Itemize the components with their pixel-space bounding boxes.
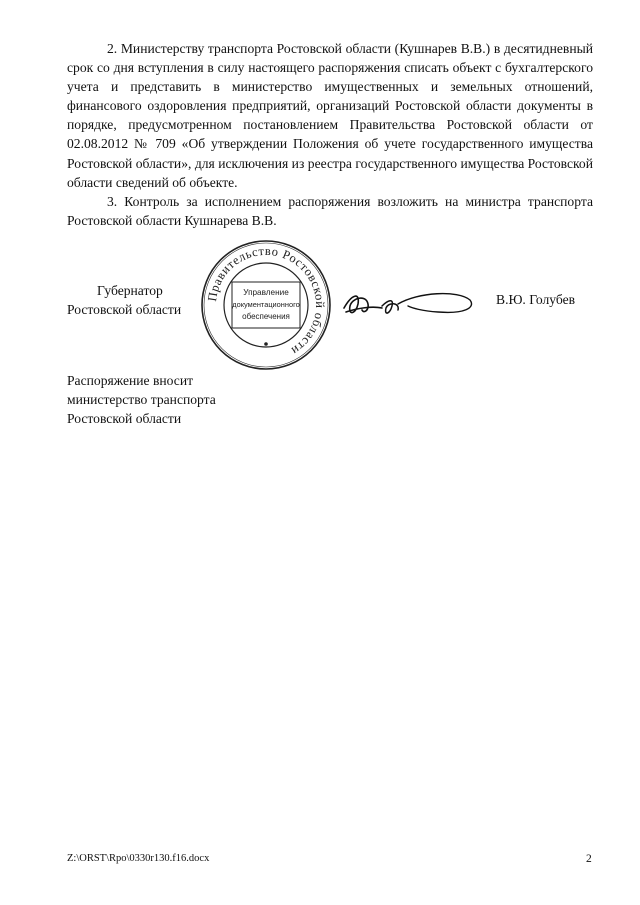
signer-name: В.Ю. Голубев	[496, 292, 576, 307]
paragraph-item-2-text: 2. Министерству транспорта Ростовской области (Кушнарев В.В.) в десятидневный срок со дня вступления в силу настоящего распоряжения списать объект с бухгалтерского учета и представить в министерство имущественных и земельных отношений, финансового оздоровления предприятий, организаций Ростовской области документы в порядке, предусмотренном постановлением Правительства Ростовской области от 02.08.2012 № 709 «Об утверждении Положения об учете государственного имущества Ростовской области», для исключения из реестра государственного имущества Ростовской области сведений об объекте.	[67, 41, 593, 190]
signer-role-line2: Ростовской области	[67, 302, 182, 317]
page-number: 2	[586, 853, 592, 865]
footer-file-path: Z:\ORST\Rpo\0330r130.f16.docx	[67, 853, 210, 864]
seal-ring-text: Правительство Ростовской области	[205, 243, 328, 359]
seal-inner-line1: Управление	[243, 288, 289, 297]
submitted-by-line1: Распоряжение вносит	[67, 373, 194, 388]
seal-inner-line2: документационного	[232, 300, 300, 309]
paragraph-item-3-text: 3. Контроль за исполнением распоряжения возложить на министра транспорта Ростовской области Кушнарева В.В.	[67, 194, 593, 229]
submitted-by-block	[67, 371, 216, 428]
official-seal-stamp	[199, 238, 333, 372]
handwritten-signature	[338, 286, 478, 326]
signer-role-line1: Губернатор	[97, 283, 163, 298]
paragraph-item-3	[67, 192, 593, 230]
submitted-by-line3: Ростовской области	[67, 411, 182, 426]
paragraph-item-2	[67, 39, 593, 192]
submitted-by-line2: министерство транспорта	[67, 392, 216, 407]
seal-inner-line3: обеспечения	[242, 312, 290, 321]
